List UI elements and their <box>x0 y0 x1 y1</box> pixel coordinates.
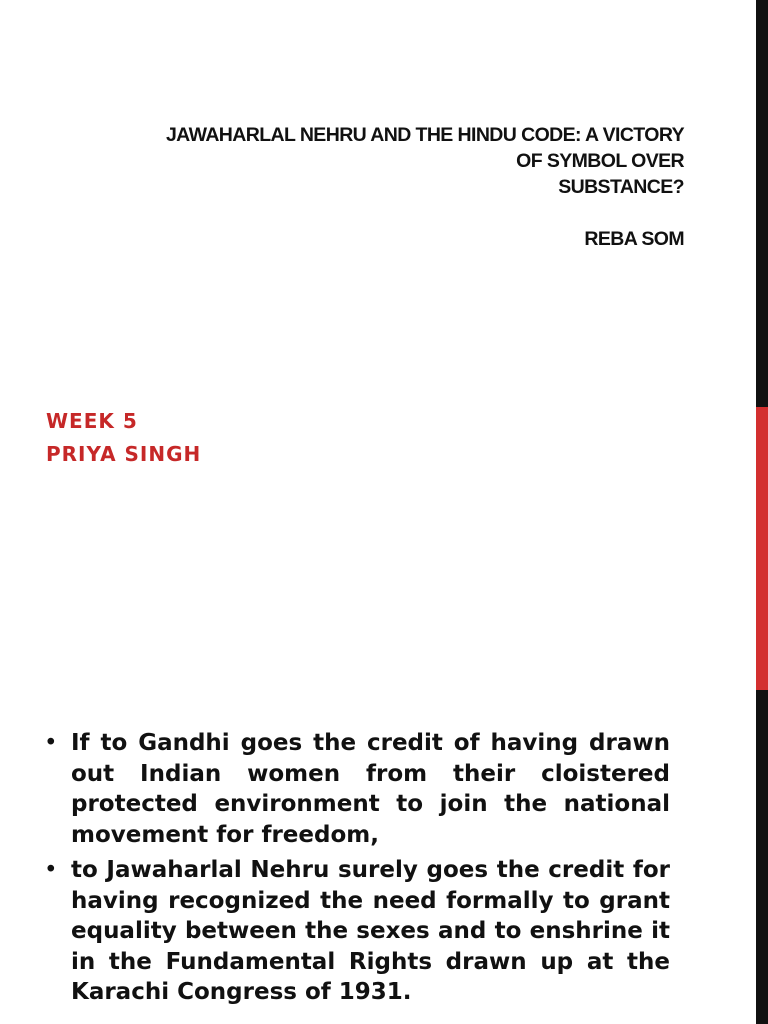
bullet-text: to Jawaharlal Nehru surely goes the credit for having recognized the need formally to grant equality between the sexes and to enshrine it in the Fundamental Rights drawn up at the Karachi Congress of 1931. <box>71 857 670 1005</box>
bullet-item <box>44 855 670 1008</box>
bullet-icon: • <box>44 857 58 883</box>
bullet-list <box>44 728 670 1013</box>
week-label: WEEK 5 <box>46 409 138 433</box>
title-line-2: OF SYMBOL OVER <box>516 150 684 172</box>
bullet-item <box>44 728 670 850</box>
title-line-3: SUBSTANCE? <box>558 176 684 198</box>
bullet-text: If to Gandhi goes the credit of having drawn out Indian women from their cloistered protected environment to join the national movement for freedom, <box>71 730 670 848</box>
bullet-icon: • <box>44 730 58 756</box>
slide-title <box>24 122 684 252</box>
accent-bar <box>756 0 768 1024</box>
accent-bar-red-segment <box>756 407 768 690</box>
author-name: REBA SOM <box>584 228 684 250</box>
slide-subtitle <box>46 405 201 471</box>
title-line-1: JAWAHARLAL NEHRU AND THE HINDU CODE: A VICTORY <box>165 124 684 146</box>
presenter-name: PRIYA SINGH <box>46 442 202 466</box>
